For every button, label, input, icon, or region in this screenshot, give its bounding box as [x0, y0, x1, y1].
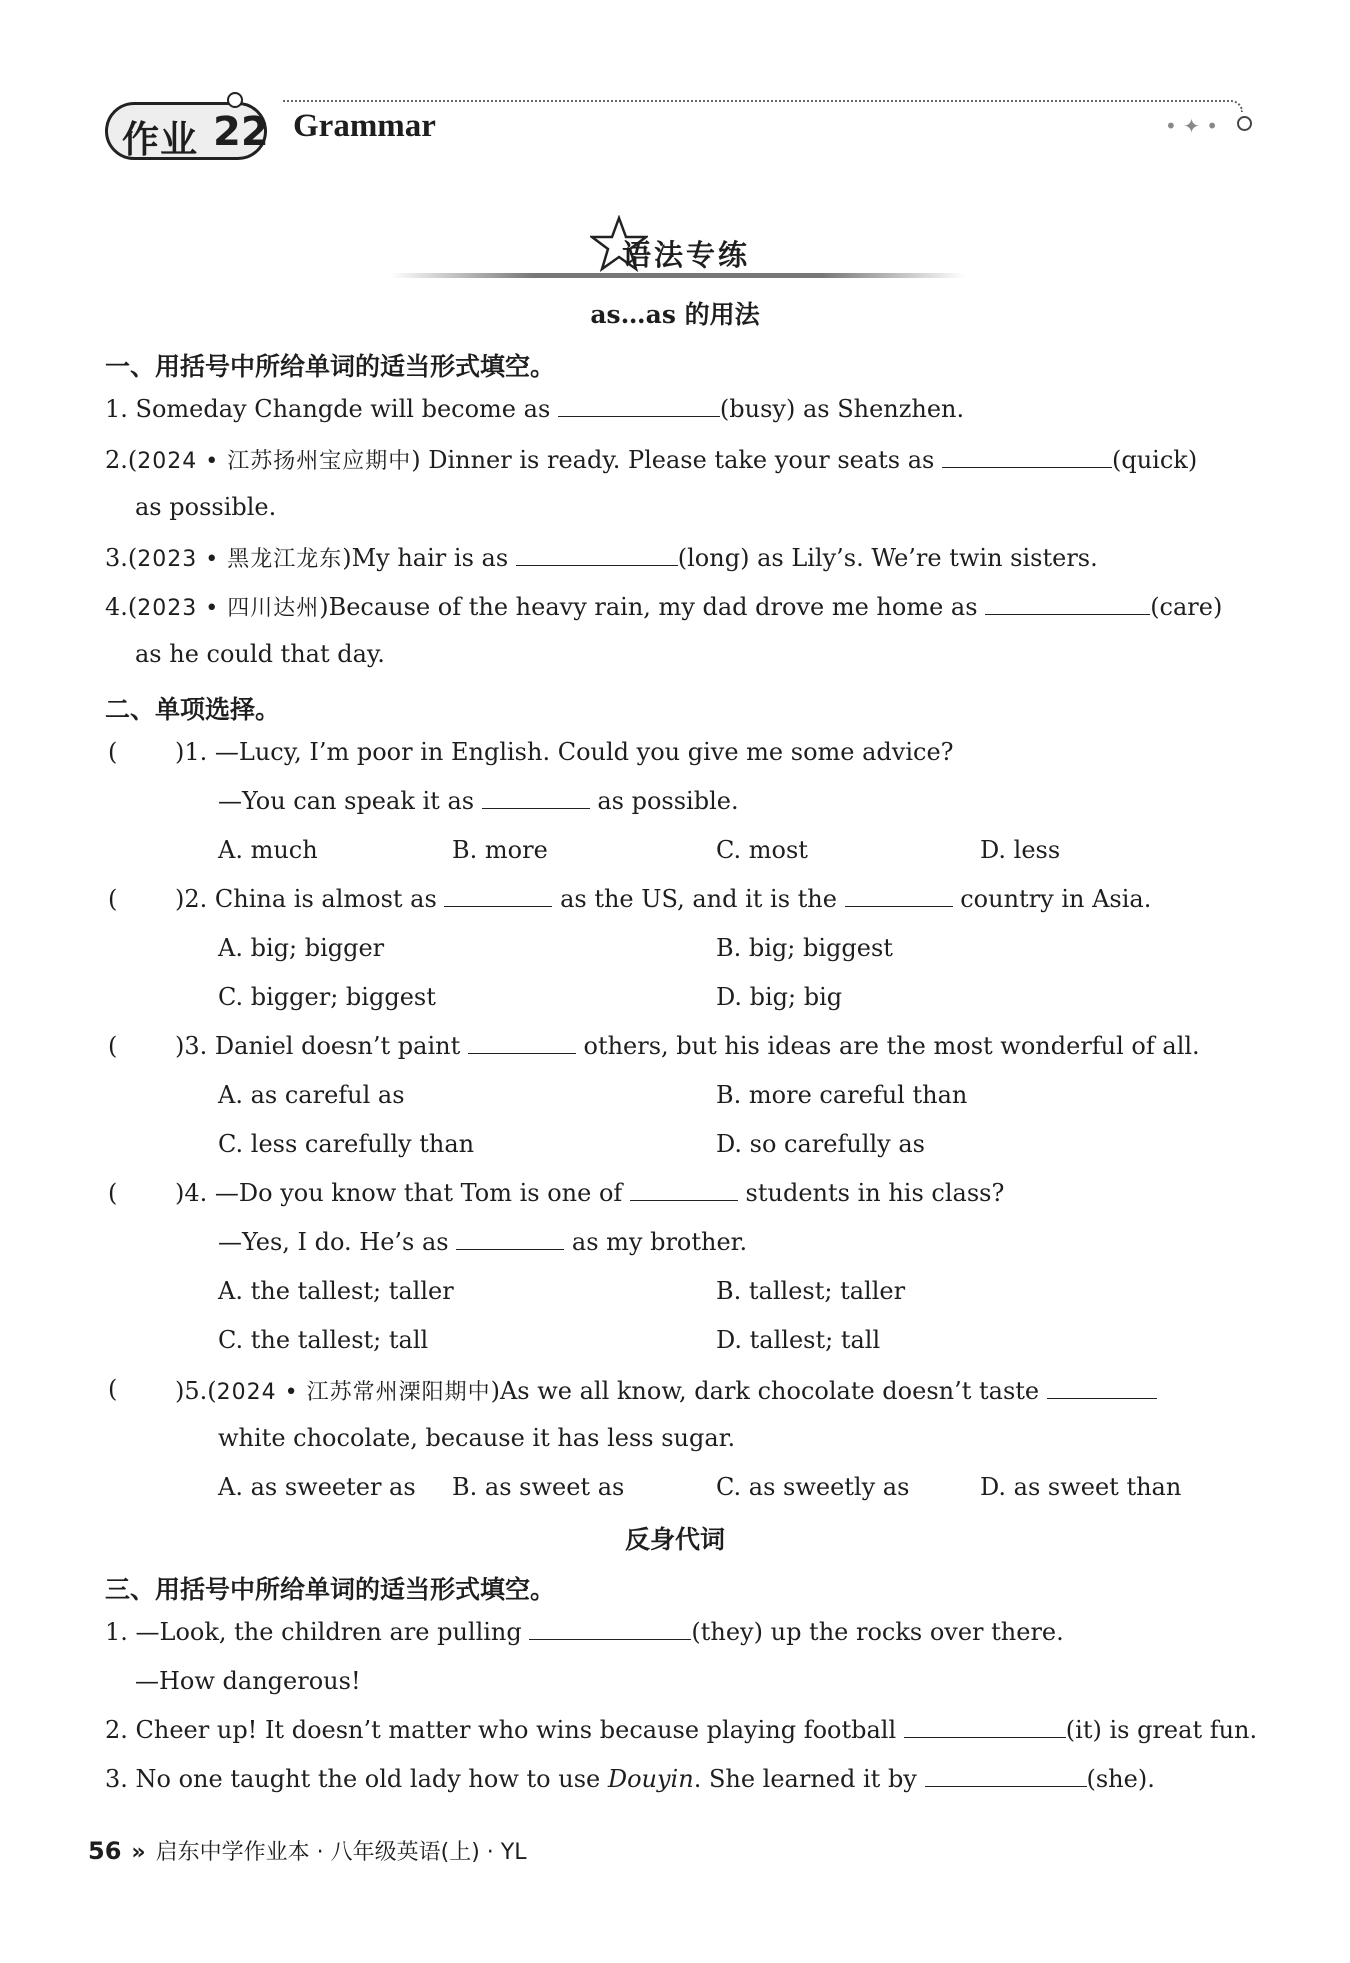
mc-question-5-line2: white chocolate, because it has less sugar. — [218, 1424, 736, 1452]
source-tag: 2023 • 黑龙江龙东 — [137, 547, 343, 572]
badge-number: 22 — [213, 109, 269, 155]
book-title: 启东中学作业本 · 八年级英语(上) · YL — [155, 1840, 527, 1865]
option-a[interactable]: A. the tallest; taller — [218, 1277, 454, 1305]
answer-blank[interactable] — [845, 886, 953, 907]
badge-label: 作业 — [122, 118, 198, 161]
answer-blank[interactable] — [482, 788, 590, 809]
option-c[interactable]: C. less carefully than — [218, 1130, 475, 1158]
answer-paren[interactable]: ( — [108, 738, 118, 766]
answer-blank[interactable] — [444, 886, 552, 907]
section-three-title: 三、用括号中所给单词的适当形式填空。 — [105, 1575, 556, 1604]
answer-paren[interactable]: ( — [108, 1032, 118, 1060]
assignment-header — [105, 92, 1260, 172]
option-b[interactable]: B. as sweet as — [452, 1473, 625, 1501]
option-c[interactable]: C. most — [716, 836, 808, 864]
source-tag: 2024 • 江苏常州溧阳期中 — [216, 1380, 491, 1405]
fill-item-1: 1. Someday Changde will become as (busy) as Shenzhen. — [105, 395, 965, 423]
answer-paren[interactable]: ( — [108, 885, 118, 913]
fill-item-r2: 2. Cheer up! It doesn’t matter who wins because playing football (it) is great fun. — [105, 1716, 1258, 1744]
option-b[interactable]: B. tallest; taller — [716, 1277, 906, 1305]
fill-item-r3: 3. No one taught the old lady how to use Douyin. She learned it by (she). — [105, 1765, 1155, 1793]
mc-question-3: )3. Daniel doesn’t paint others, but his ideas are the most wonderful of all. — [175, 1032, 1200, 1060]
fill-item-2-cont: as possible. — [135, 493, 277, 521]
assignment-badge — [105, 102, 267, 160]
mc-question-2: )2. China is almost as as the US, and it is the country in Asia. — [175, 885, 1152, 913]
page-footer — [88, 1835, 526, 1866]
option-a[interactable]: A. much — [218, 836, 318, 864]
option-c[interactable]: C. the tallest; tall — [218, 1326, 429, 1354]
answer-blank[interactable] — [558, 396, 720, 417]
option-d[interactable]: D. as sweet than — [980, 1473, 1182, 1501]
subheading-reflexive: 反身代词 — [624, 1525, 725, 1554]
fill-item-3: 3.(2023 • 黑龙江龙东)My hair is as (long) as Lily’s. We’re twin sisters. — [105, 544, 1098, 572]
answer-blank[interactable] — [468, 1033, 576, 1054]
option-a[interactable]: A. as sweeter as — [218, 1473, 416, 1501]
answer-blank[interactable] — [985, 594, 1150, 615]
double-chevron-icon: » — [131, 1840, 146, 1865]
page-number: 56 — [88, 1837, 122, 1865]
fill-item-4-cont: as he could that day. — [135, 640, 385, 668]
sparkle-icon: • ✦ • — [1165, 114, 1219, 138]
answer-blank[interactable] — [630, 1180, 738, 1201]
answer-blank[interactable] — [456, 1229, 564, 1250]
answer-blank[interactable] — [529, 1619, 691, 1640]
option-b[interactable]: B. more careful than — [716, 1081, 968, 1109]
mc-question-5: )5.(2024 • 江苏常州溧阳期中)As we all know, dark chocolate doesn’t taste — [175, 1375, 1157, 1406]
fill-item-r1-reply: —How dangerous! — [135, 1667, 361, 1695]
answer-blank[interactable] — [925, 1766, 1087, 1787]
section-one-title: 一、用括号中所给单词的适当形式填空。 — [105, 352, 556, 381]
mc-question-1: )1. —Lucy, I’m poor in English. Could you give me some advice? — [175, 738, 954, 766]
section-two-title: 二、单项选择。 — [105, 695, 281, 724]
mc-question-1-line2: —You can speak it as as possible. — [218, 787, 739, 815]
banner-title: 语法专练 — [622, 238, 751, 272]
option-c[interactable]: C. bigger; biggest — [218, 983, 436, 1011]
circle-icon — [1237, 116, 1252, 131]
option-d[interactable]: D. so carefully as — [716, 1130, 925, 1158]
option-a[interactable]: A. as careful as — [218, 1081, 405, 1109]
source-tag: 2024 • 江苏扬州宝应期中 — [137, 449, 412, 474]
fill-item-4: 4.(2023 • 四川达州)Because of the heavy rain, my dad drove me home as (care) — [105, 593, 1223, 621]
option-d[interactable]: D. less — [980, 836, 1061, 864]
ring-icon — [227, 92, 243, 108]
answer-blank[interactable] — [942, 447, 1112, 468]
option-c[interactable]: C. as sweetly as — [716, 1473, 910, 1501]
answer-blank[interactable] — [516, 545, 678, 566]
answer-blank[interactable] — [904, 1717, 1066, 1738]
mc-question-4-line2: —Yes, I do. He’s as as my brother. — [218, 1228, 748, 1256]
option-b[interactable]: B. big; biggest — [716, 934, 893, 962]
source-tag: 2023 • 四川达州 — [137, 596, 320, 621]
option-b[interactable]: B. more — [452, 836, 548, 864]
page-title: Grammar — [293, 108, 436, 144]
fill-item-2: 2.(2024 • 江苏扬州宝应期中) Dinner is ready. Please take your seats as (quick) — [105, 446, 1198, 474]
option-a[interactable]: A. big; bigger — [218, 934, 385, 962]
option-d[interactable]: D. big; big — [716, 983, 843, 1011]
subheading-as-as: as…as 的用法 — [590, 300, 760, 329]
mc-question-4: )4. —Do you know that Tom is one of students in his class? — [175, 1179, 1005, 1207]
answer-blank[interactable] — [1047, 1378, 1157, 1399]
answer-paren[interactable]: ( — [108, 1375, 118, 1403]
option-d[interactable]: D. tallest; tall — [716, 1326, 881, 1354]
answer-paren[interactable]: ( — [108, 1179, 118, 1207]
section-banner — [390, 215, 965, 281]
fill-item-r1: 1. —Look, the children are pulling (they) up the rocks over there. — [105, 1618, 1064, 1646]
